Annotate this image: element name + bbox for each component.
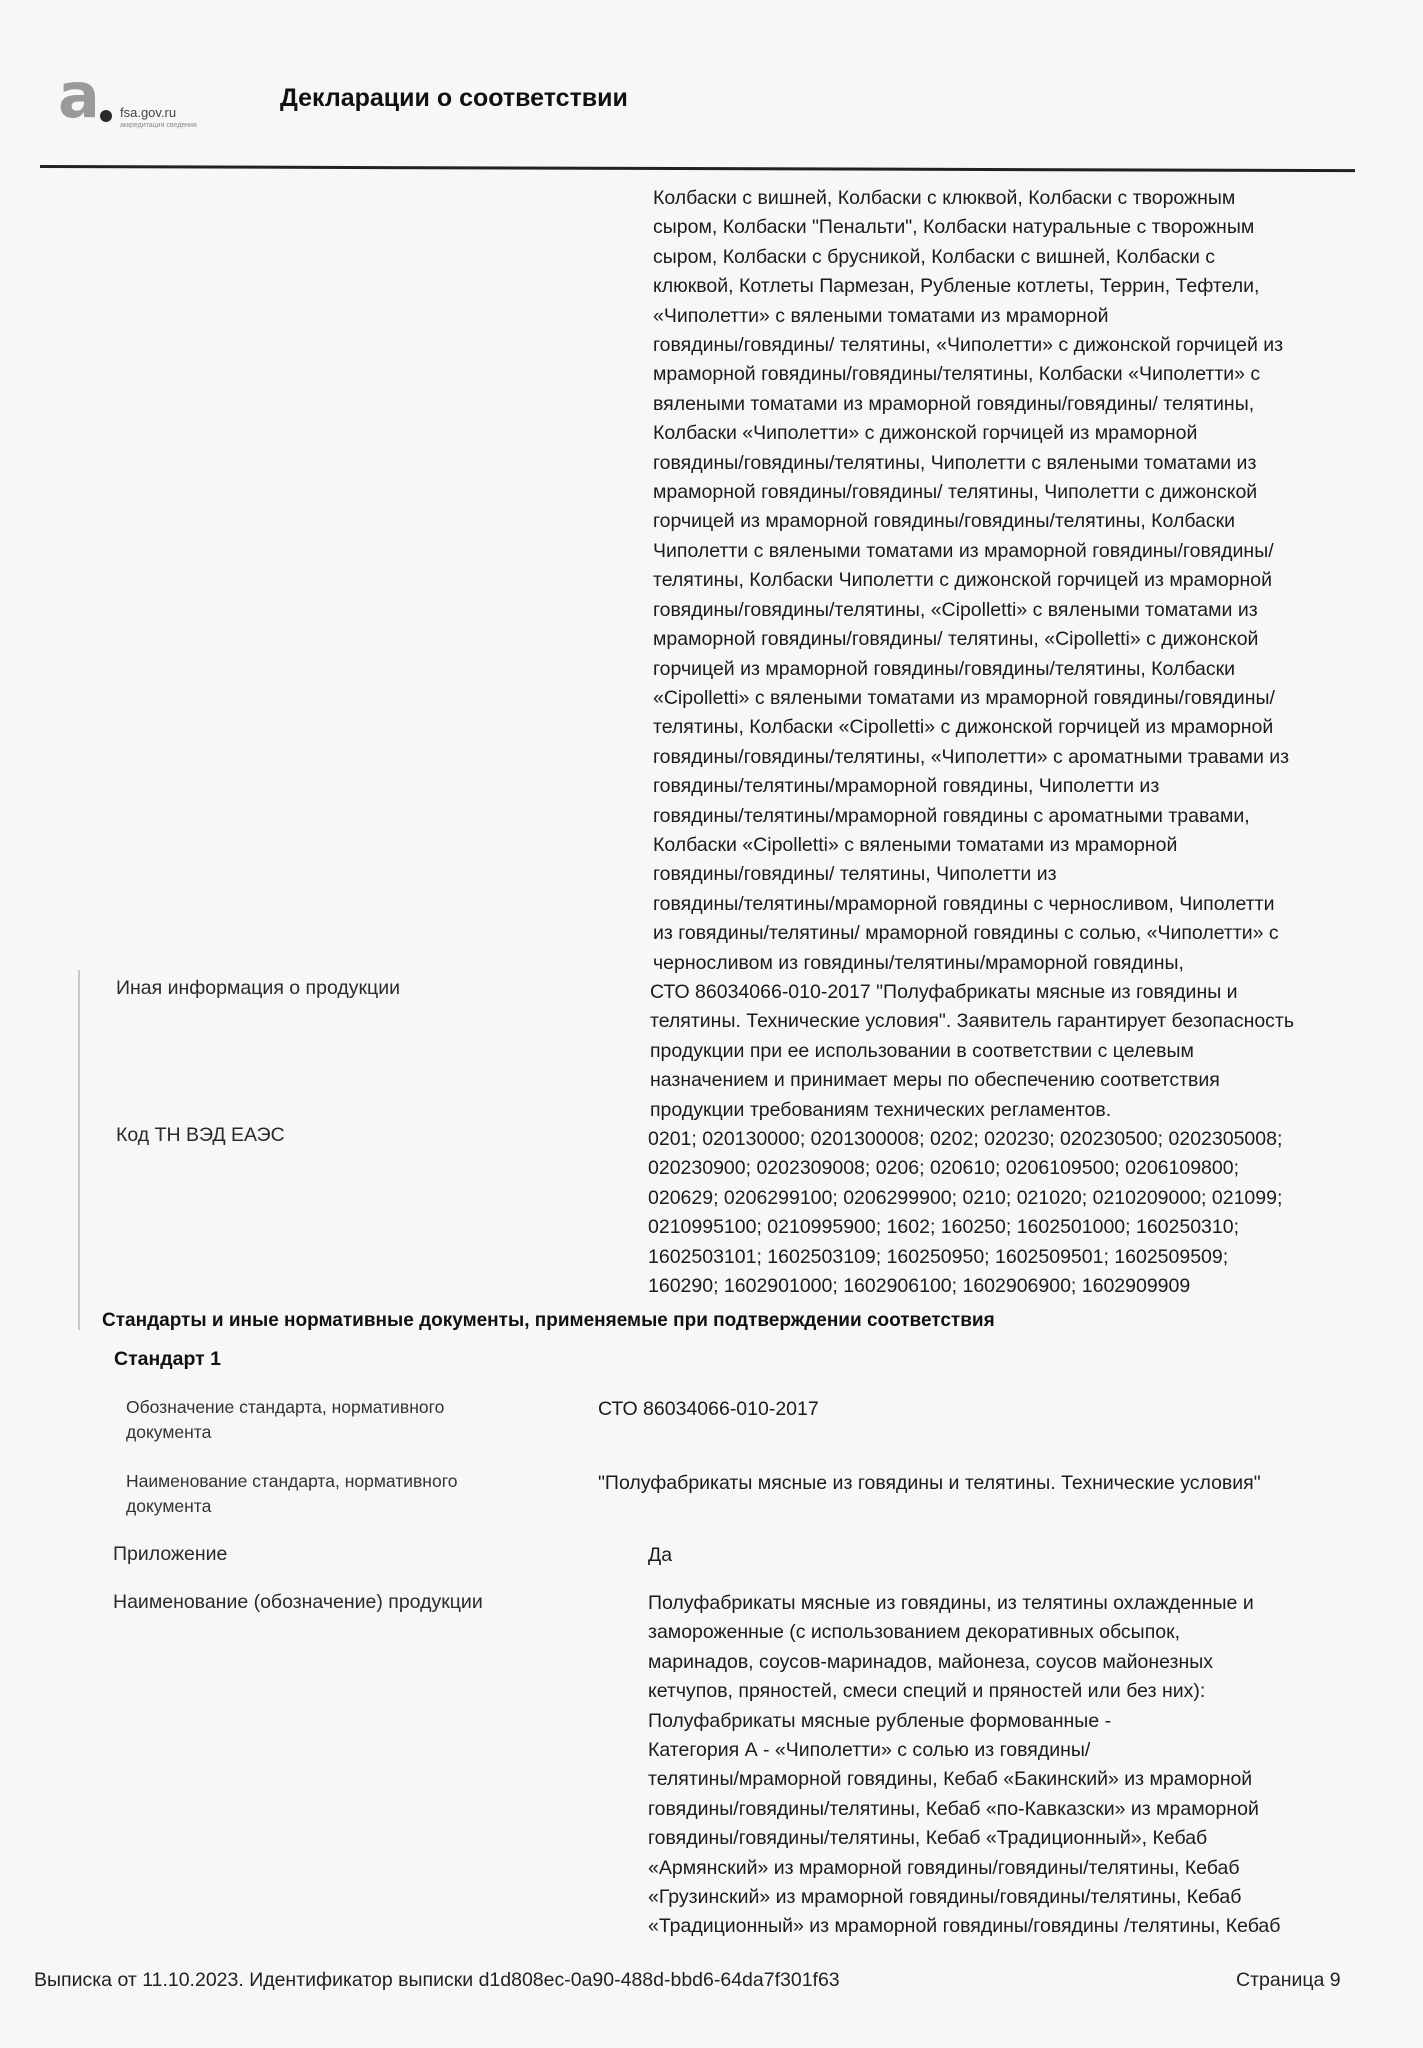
text-line: из говядины/телятины/ мраморной говядины с солью, «Чиполетти» с xyxy=(653,922,1279,945)
logo-site-text: fsa.gov.ru xyxy=(120,105,177,120)
text-line: говядины/говядины/ телятины, «Чиполетти» с дижонской горчицей из xyxy=(653,334,1284,357)
text-line: говядины/говядины/ телятины, Чиполетти из xyxy=(653,863,1057,886)
logo-dot-icon xyxy=(100,110,112,122)
text-line: черносливом из говядины/телятины/мраморной говядины, xyxy=(653,951,1184,974)
text-line: 0210995100; 0210995900; 1602; 160250; 1602501000; 160250310; xyxy=(648,1216,1239,1239)
text-line: 0201; 020130000; 0201300008; 0202; 020230; 020230500; 0202305008; xyxy=(648,1128,1283,1150)
text-line: 020629; 0206299100; 0206299900; 0210; 021020; 0210209000; 021099; xyxy=(648,1186,1283,1209)
text-line: Чиполетти с вялеными томатами из мраморной говядины/говядины/ xyxy=(653,539,1274,562)
standard-1-title: Стандарт 1 xyxy=(114,1348,221,1370)
text-line: говядины/говядины/телятины, Кебаб «по-Кавказски» из мраморной xyxy=(648,1797,1259,1820)
label-line: документа xyxy=(126,1496,212,1516)
text-line: говядины/телятины/мраморной говядины с ароматными травами, xyxy=(653,804,1250,827)
text-line: Колбаски «Cipolletti» с вялеными томатами из мраморной xyxy=(653,833,1178,856)
text-line: говядины/говядины/телятины, Кебаб «Традиционный», Кебаб xyxy=(648,1827,1208,1850)
text-line: телятины. Технические условия". Заявитель гарантирует безопасность xyxy=(650,1010,1295,1033)
text-line: телятины, Колбаски Чиполетти с дижонской горчицей из мраморной xyxy=(653,569,1273,592)
extract-identifier: Выписка от 11.10.2023. Идентификатор выписки d1d808ec-0a90-488d-bbd6-64da7f301f63 xyxy=(34,1969,840,1991)
label-line: документа xyxy=(126,1422,212,1442)
text-line: кетчупов, пряностей, смеси специй и пряностей или без них): xyxy=(648,1680,1206,1703)
text-line: Полуфабрикаты мясные рубленые формованные - xyxy=(648,1709,1112,1732)
text-line: горчицей из мраморной говядины/говядины/телятины, Колбаски xyxy=(653,657,1236,680)
page-title: Декларации о соответствии xyxy=(280,84,628,112)
appendix-value: Да xyxy=(648,1544,673,1566)
other-info-label: Иная информация о продукции xyxy=(116,977,400,999)
text-line: 160290; 1602901000; 1602906100; 1602906900; 1602909909 xyxy=(648,1275,1191,1298)
text-line: «Грузинский» из мраморной говядины/говядины/телятины, Кебаб xyxy=(648,1886,1242,1909)
logo-subtitle: аккредитация сведения xyxy=(120,122,197,129)
product-name-value xyxy=(648,1589,1280,1942)
text-line: клюквой, Котлеты Пармезан, Рубленые котлеты, Террин, Тефтели, xyxy=(653,275,1260,298)
text-line: СТО 86034066-010-2017 "Полуфабрикаты мясные из говядины и xyxy=(650,981,1238,1003)
text-line: горчицей из мраморной говядины/говядины/телятины, Колбаски xyxy=(653,510,1236,533)
header-divider xyxy=(40,165,1355,172)
text-line: говядины/говядины/телятины, «Чиполетти» с ароматными травами из xyxy=(653,745,1290,768)
text-line: «Традиционный» из мраморной говядины/говядины /телятины, Кебаб xyxy=(648,1915,1281,1938)
fsa-logo-icon: a xyxy=(58,59,100,132)
text-line: Полуфабрикаты мясные из говядины, из телятины охлажденные и xyxy=(648,1592,1254,1614)
text-line: вялеными томатами из мраморной говядины/говядины/ телятины, xyxy=(653,392,1255,415)
text-line: «Cipolletti» с вялеными томатами из мраморной говядины/говядины/ xyxy=(653,686,1275,709)
text-line: телятины, Колбаски «Cipolletti» с дижонской горчицей из мраморной xyxy=(653,716,1274,739)
text-line: «Армянский» из мраморной говядины/говядины/телятины, Кебаб xyxy=(648,1856,1240,1879)
text-line: телятины/мраморной говядины, Кебаб «Бакинский» из мраморной xyxy=(648,1768,1253,1791)
text-line: мраморной говядины/говядины/ телятины, Чиполетти с дижонской xyxy=(653,481,1258,504)
tn-ved-codes xyxy=(648,1125,1282,1301)
text-line: Категория А - «Чиполетти» с солью из говядины/ xyxy=(648,1739,1091,1762)
standard-name-label xyxy=(126,1469,457,1519)
label-line: Наименование стандарта, нормативного xyxy=(126,1471,458,1491)
text-line: назначением и принимает меры по обеспечению соответствия xyxy=(650,1069,1220,1092)
appendix-label: Приложение xyxy=(113,1543,228,1565)
text-line: мраморной говядины/говядины/телятины, Колбаски «Чиполетти» с xyxy=(653,363,1261,386)
text-line: говядины/телятины/мраморной говядины, Чиполетти из xyxy=(653,775,1160,798)
text-line: продукции при ее использовании в соответствии с целевым xyxy=(650,1039,1194,1062)
text-line: говядины/говядины/телятины, Чиполетти с вялеными томатами из xyxy=(653,451,1257,474)
text-line: 020230900; 0202309008; 0206; 020610; 0206109500; 0206109800; xyxy=(648,1157,1239,1180)
designation-label xyxy=(126,1395,444,1445)
text-line: Колбаски с вишней, Колбаски с клюквой, Колбаски с творожным xyxy=(653,187,1236,209)
text-line: мраморной говядины/говядины/ телятины, «Cipolletti» с дижонской xyxy=(653,628,1259,651)
page-number: Страница 9 xyxy=(1236,1969,1341,1991)
text-line: продукции требованиям технических регламентов. xyxy=(650,1098,1112,1121)
text-line: 1602503101; 1602503109; 160250950; 1602509501; 1602509509; xyxy=(648,1245,1229,1268)
text-line: Колбаски «Чиполетти» с дижонской горчицей из мраморной xyxy=(653,422,1198,445)
text-line: сыром, Колбаски с брусникой, Колбаски с вишней, Колбаски с xyxy=(653,245,1216,268)
standard-name-value: "Полуфабрикаты мясные из говядины и телятины. Технические условия" xyxy=(598,1472,1261,1494)
tn-ved-label: Код ТН ВЭД ЕАЭС xyxy=(116,1124,285,1146)
standards-section-title: Стандарты и иные нормативные документы, применяемые при подтверждении соответствия xyxy=(102,1310,995,1331)
product-name-label: Наименование (обозначение) продукции xyxy=(113,1591,483,1613)
text-line: говядины/телятины/мраморной говядины с черносливом, Чиполетти xyxy=(653,892,1275,915)
designation-value: СТО 86034066-010-2017 xyxy=(598,1398,819,1420)
text-line: замороженные (с использованием декоративных обсыпок, xyxy=(648,1621,1181,1644)
label-line: Обозначение стандарта, нормативного xyxy=(126,1397,445,1417)
text-line: «Чиполетти» с вялеными томатами из мраморной xyxy=(653,304,1109,327)
text-line: сыром, Колбаски "Пенальти", Колбаски натуральные с творожным xyxy=(653,216,1255,239)
text-line: маринадов, соусов-маринадов, майонеза, соусов майонезных xyxy=(648,1650,1213,1673)
product-list-continuation xyxy=(653,184,1289,978)
scan-margin-mark xyxy=(78,970,80,1330)
other-info-value xyxy=(650,978,1294,1125)
text-line: говядины/говядины/телятины, «Cipolletti» с вялеными томатами из xyxy=(653,598,1258,621)
